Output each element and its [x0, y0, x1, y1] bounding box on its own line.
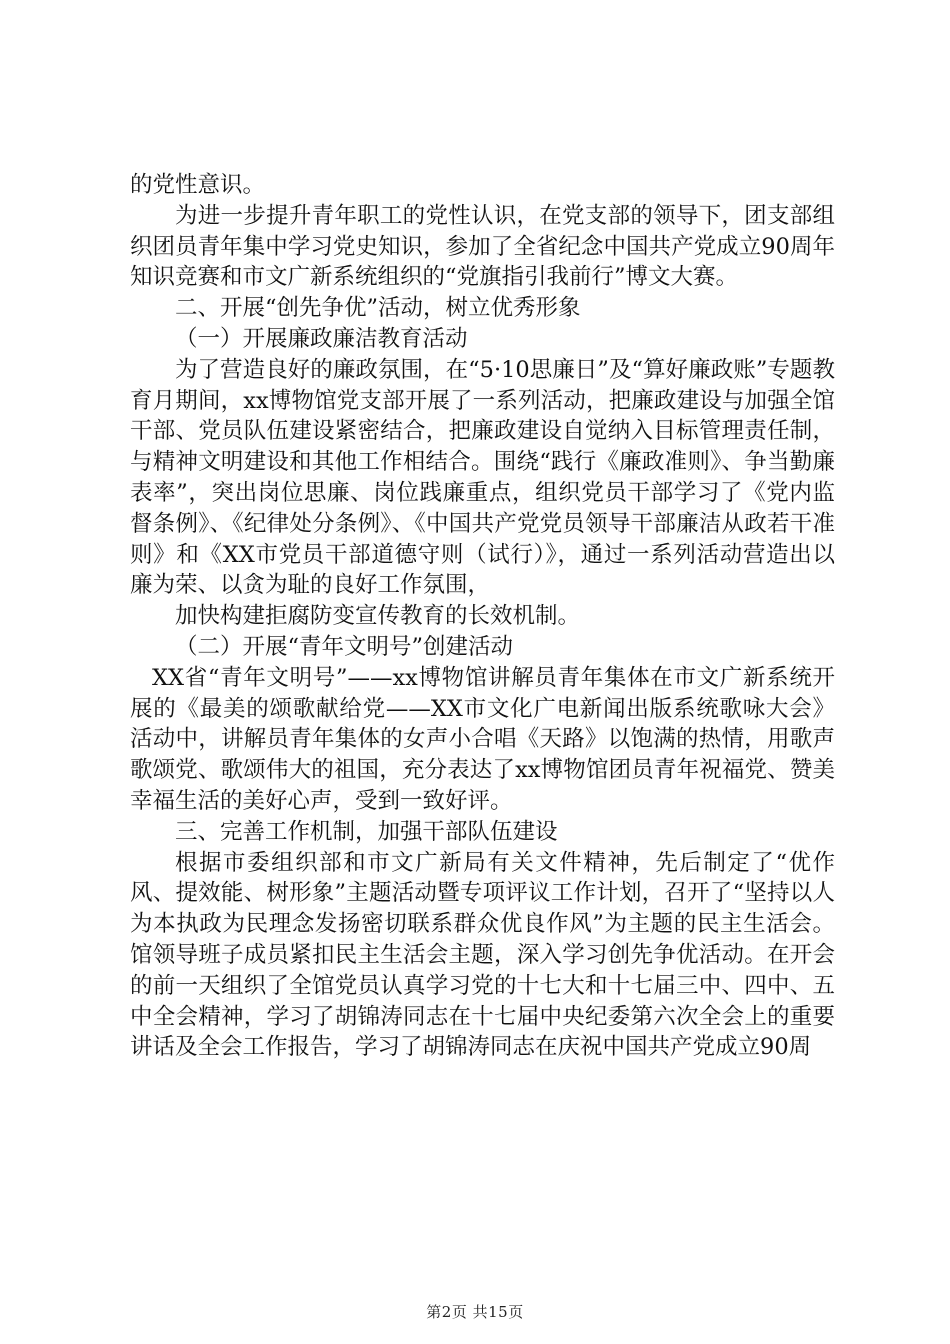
paragraph-integrity-education: 为了营造良好的廉政氛围，在“5·10思廉日”及“算好廉政账”专题教育月期间，xx博物馆党支部开展了一系列活动，把廉政建设与加强全馆干部、党员队伍建设紧密结合，把廉政建设自觉纳入目标管理责任制，与精神文明建设和其他工作相结合。围绕“践行《廉政准则》、争当勤廉表率”，突出岗位思廉、岗位践廉重点，组织党员干部学习了《党内监督条例》、《纪律处分条例》、《中国共产党党员领导干部廉洁从政若干准则》和《XX市党员干部道德守则（试行）》，通过一系列活动营造出以廉为荣、以贪为耻的良好工作氛围， [130, 356, 835, 599]
section-heading-3: 三、完善工作机制，加强干部队伍建设 [175, 818, 558, 845]
section-heading-2: 二、开展“创先争优”活动，树立优秀形象 [175, 295, 581, 322]
page-footer: 第2页 共15页 [426, 1303, 524, 1321]
paragraph-mechanism: 加快构建拒腐防变宣传教育的长效机制。 [175, 603, 581, 630]
document-body [130, 170, 835, 1063]
paragraph-youth-civilization: XX省“青年文明号”——xx博物馆讲解员青年集体在市文广新系统开展的《最美的颂歌献给党——XX市文化广电新闻出版系统歌咏大会》活动中，讲解员青年集体的女声小合唱《天路》以饱满的热情，用歌声歌颂党、歌颂伟大的祖国，充分表达了xx博物馆团员青年祝福党、赞美幸福生活的美好心声，受到一致好评。 [130, 664, 835, 814]
paragraph-youth-study: 为进一步提升青年职工的党性认识，在党支部的领导下，团支部组织团员青年集中学习党史知识，参加了全省纪念中国共产党成立90周年知识竞赛和市文广新系统组织的“党旗指引我前行”博文大赛。 [130, 202, 835, 291]
paragraph-continuation: 的党性意识。 [130, 172, 266, 198]
subsection-heading-1: （一）开展廉政廉洁教育活动 [175, 325, 468, 352]
paragraph-work-mechanism: 根据市委组织部和市文广新局有关文件精神，先后制定了“优作风、提效能、树形象”主题活动暨专项评议工作计划，召开了“坚持以人为本执政为民理念发扬密切联系群众优良作风”为主题的民主生活会。馆领导班子成员紧扣民主生活会主题，深入学习创先争优活动。在开会的前一天组织了全馆党员认真学习党的十七大和十七届三中、四中、五中全会精神，学习了胡锦涛同志在十七届中央纪委第六次全会上的重要讲话及全会工作报告，学习了胡锦涛同志在庆祝中国共产党成立90周 [130, 849, 835, 1061]
subsection-heading-2: （二）开展“青年文明号”创建活动 [175, 633, 514, 660]
